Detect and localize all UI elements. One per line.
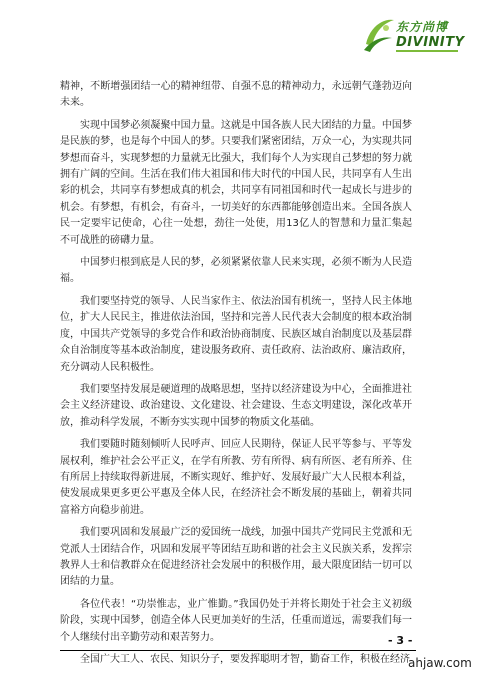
paragraph: 我们要坚持党的领导、人民当家作主、依法治国有机统一，坚持人民主体地位，扩大人民民主，推进依法治国，坚持和完善人民代表大会制度的根本政治制度，中国共产党领导的多党合作和政治协商制度、民族区域自治制度以及基层群众自治制度等基本政治制度，建设服务政府、责任政府、法治政府、廉洁政府，充分调动人民积极性。 bbox=[60, 295, 412, 373]
company-logo bbox=[362, 14, 465, 58]
paragraph: 中国梦归根到底是人民的梦，必须紧紧依靠人民来实现，必须不断为人民造福。 bbox=[60, 257, 412, 285]
logo-underline bbox=[396, 50, 458, 52]
body-text bbox=[60, 79, 412, 674]
logo-chinese-text: 东方尚博 bbox=[396, 20, 449, 34]
paragraph: 我们要随时随刻倾听人民呼声、回应人民期待，保证人民平等参与、平等发展权利，维护社会公平正义，在学有所教、劳有所得、病有所医、老有所养、住有所居上持续取得新进展，不断实现好、维护好、发展好最广大人民根本利益，使发展成果更多更公平惠及全体人民，在经济社会不断发展的基础上，朝着共同富裕方向稳步前进。 bbox=[60, 439, 412, 516]
footer-divider bbox=[60, 650, 416, 651]
paragraph: 各位代表！“功崇惟志，业广惟勤。”我国仍处于并将长期处于社会主义初级阶段，实现中国梦，创造全体人民更加美好的生活，任重而道远，需要我们每一个人继续付出辛勤劳动和艰苦努力。 bbox=[60, 598, 412, 643]
page-number: - 3 - bbox=[388, 634, 413, 647]
logo-english-text: DIVINITY bbox=[396, 35, 465, 50]
paragraph: 实现中国梦必须凝聚中国力量。这就是中国各族人民大团结的力量。中国梦是民族的梦，也是每个中国人的梦。只要我们紧密团结，万众一心，为实现共同梦想而奋斗，实现梦想的力量就无比强大，我们每个人为实现自己梦想的努力就拥有广阔的空间。生活在我们伟大祖国和伟大时代的中国人民，共同享有人生出彩的机会，共同享有梦想成真的机会，共同享有同祖国和时代一起成长与进步的机会。有梦想，有机会，有奋斗，一切美好的东西都能够创造出来。全国各族人民一定要牢记使命，心往一处想，劲往一处使，用13亿人的智慧和力量汇集起不可战胜的磅礴力量。 bbox=[60, 119, 412, 246]
paragraph: 全国广大工人、农民、知识分子，要发挥聪明才智，勤奋工作，积极在经济 bbox=[80, 654, 410, 665]
paragraph: 我们要坚持发展是硬道理的战略思想，坚持以经济建设为中心，全面推进社会主义经济建设、政治建设、文化建设、社会建设、生态文明建设，深化改革开放，推动科学发展，不断夯实实现中国梦的物质文化基础。 bbox=[60, 383, 412, 428]
paragraph: 精神，不断增强团结一心的精神纽带、自强不息的精神动力，永远朝气蓬勃迈向未来。 bbox=[60, 81, 412, 109]
swoosh-icon bbox=[362, 14, 396, 54]
paragraph: 我们要巩固和发展最广泛的爱国统一战线，加强中国共产党同民主党派和无党派人士团结合作，巩固和发展平等团结互助和谐的社会主义民族关系，发挥宗教界人士和信教群众在促进经济社会发展中的积极作用，最大限度团结一切可以团结的力量。 bbox=[60, 527, 412, 588]
watermark-text: ahjaw.com bbox=[408, 656, 472, 670]
